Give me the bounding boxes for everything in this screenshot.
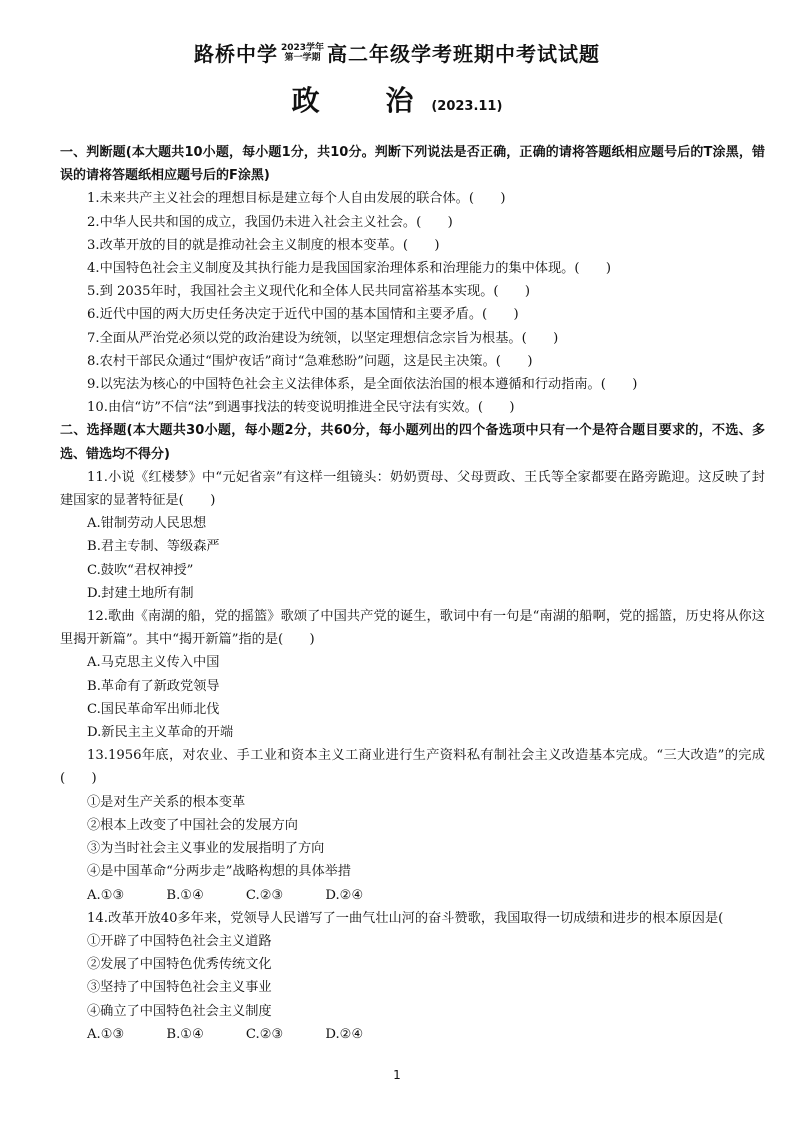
exam-title: 高二年级学考班期中考试试题 xyxy=(327,42,601,66)
judge-item: 1.未来共产主义社会的理想目标是建立每个人自由发展的联合体。( ) xyxy=(87,191,506,207)
section1-heading: 一、判断题(本大题共10小题，每小题1分，共10分。判断下列说法是否正确，正确的请将答题纸相应题号后的T涂黑，错误的请将答题纸相应题号后的F涂黑) xyxy=(60,145,765,184)
question-11-option-d: D.封建土地所有制 xyxy=(87,585,194,601)
question-11-stem: 11.小说《红楼梦》中“元妃省亲”有这样一组镜头：奶奶贾母、父母贾政、王氏等全家都要在路旁跪迎。这反映了封建国家的显著特征是( ) xyxy=(60,469,765,509)
judge-item: 7.全面从严治党必须以党的政治建设为统领，以坚定理想信念宗旨为根基。( ) xyxy=(87,330,559,346)
page-number: 1 xyxy=(393,1068,401,1082)
question-12-option-b: B.革命有了新政党领导 xyxy=(87,678,220,694)
judge-item: 4.中国特色社会主义制度及其执行能力是我国国家治理体系和治理能力的集中体现。( ) xyxy=(87,261,611,277)
subject-title: 政 治 xyxy=(291,84,442,117)
section2-heading: 二、选择题(本大题共30小题，每小题2分，共60分，每小题列出的四个备选项中只有一个是符合题目要求的，不选、多选、错选均不得分) xyxy=(60,423,765,462)
question-13-stem: 13.1956年底，对农业、手工业和资本主义工商业进行生产资料私有制社会主义改造基本完成。“三大改造”的完成( ) xyxy=(60,748,765,787)
term-stack xyxy=(281,43,324,63)
judge-item: 3.改革开放的目的就是推动社会主义制度的根本变革。( ) xyxy=(87,237,440,253)
question-14-choice-d: D.②④ xyxy=(325,1026,364,1042)
exam-header xyxy=(0,38,794,119)
judge-item: 8.农村干部民众通过“围炉夜话”商讨“急难愁盼”问题，这是民主决策。( ) xyxy=(87,353,533,369)
question-11-option-b: B.君主专制、等级森严 xyxy=(87,539,220,555)
school-name: 路桥中学 xyxy=(193,42,278,66)
exam-date: (2023.11) xyxy=(431,99,503,114)
question-14-choices xyxy=(60,1023,765,1046)
question-14-statement: ②发展了中国特色优秀传统文化 xyxy=(87,957,272,973)
judge-item: 5.到 2035年时，我国社会主义现代化和全体人民共同富裕基本实现。( ) xyxy=(87,284,531,300)
exam-content xyxy=(60,141,765,1046)
question-13-statement: ②根本上改变了中国社会的发展方向 xyxy=(87,817,298,833)
question-14-choice-a: A.①③ xyxy=(87,1026,125,1042)
question-12-stem: 12.歌曲《南湖的船，党的摇篮》歌颂了中国共产党的诞生，歌词中有一句是“南湖的船啊，党的摇篮，历史将从你这里揭开新篇”。其中“揭开新篇”指的是( ) xyxy=(60,609,765,648)
question-13-choice-c: C.②③ xyxy=(245,887,284,903)
question-14-stem: 14.改革开放40多年来，党领导人民谱写了一曲气壮山河的奋斗赞歌，我国取得一切成绩和进步的根本原因是( xyxy=(87,910,724,926)
question-13-statement: ①是对生产关系的根本变革 xyxy=(87,794,246,810)
question-12-option-c: C.国民革命军出师北伐 xyxy=(87,701,220,717)
term-year: 2023学年 xyxy=(280,42,325,53)
question-14-statement: ①开辟了中国特色社会主义道路 xyxy=(87,933,272,949)
question-14-statement: ④确立了中国特色社会主义制度 xyxy=(87,1003,272,1019)
question-14-statement: ③坚持了中国特色社会主义事业 xyxy=(87,980,272,996)
judge-item: 9.以宪法为核心的中国特色社会主义法律体系，是全面依法治国的根本遵循和行动指南。( ) xyxy=(87,377,638,393)
question-12-option-d: D.新民主主义革命的开端 xyxy=(87,725,234,741)
term-semester: 第一学期 xyxy=(284,52,321,63)
title-line xyxy=(194,38,600,67)
question-13-choices xyxy=(60,884,765,907)
question-14-choice-c: C.②③ xyxy=(245,1026,284,1042)
judge-item: 6.近代中国的两大历史任务决定于近代中国的基本国情和主要矛盾。( ) xyxy=(87,307,519,323)
question-13-choice-a: A.①③ xyxy=(87,887,125,903)
subject-line xyxy=(292,79,503,119)
question-12-option-a: A.马克思主义传入中国 xyxy=(87,655,220,671)
question-11-option-a: A.钳制劳动人民思想 xyxy=(87,516,207,532)
question-13-choice-b: B.①④ xyxy=(166,887,204,903)
question-13-statement: ③为当时社会主义事业的发展指明了方向 xyxy=(87,841,325,857)
question-11-option-c: C.鼓吹“君权神授” xyxy=(87,562,194,578)
judge-item: 2.中华人民共和国的成立，我国仍未进入社会主义社会。( ) xyxy=(87,214,453,230)
question-13-statement: ④是中国革命“分两步走”战略构想的具体举措 xyxy=(87,864,352,880)
question-14-choice-b: B.①④ xyxy=(166,1026,204,1042)
question-13-choice-d: D.②④ xyxy=(325,887,364,903)
judge-item: 10.由信“访”不信“法”到遇事找法的转变说明推进全民守法有实效。( ) xyxy=(87,400,515,416)
